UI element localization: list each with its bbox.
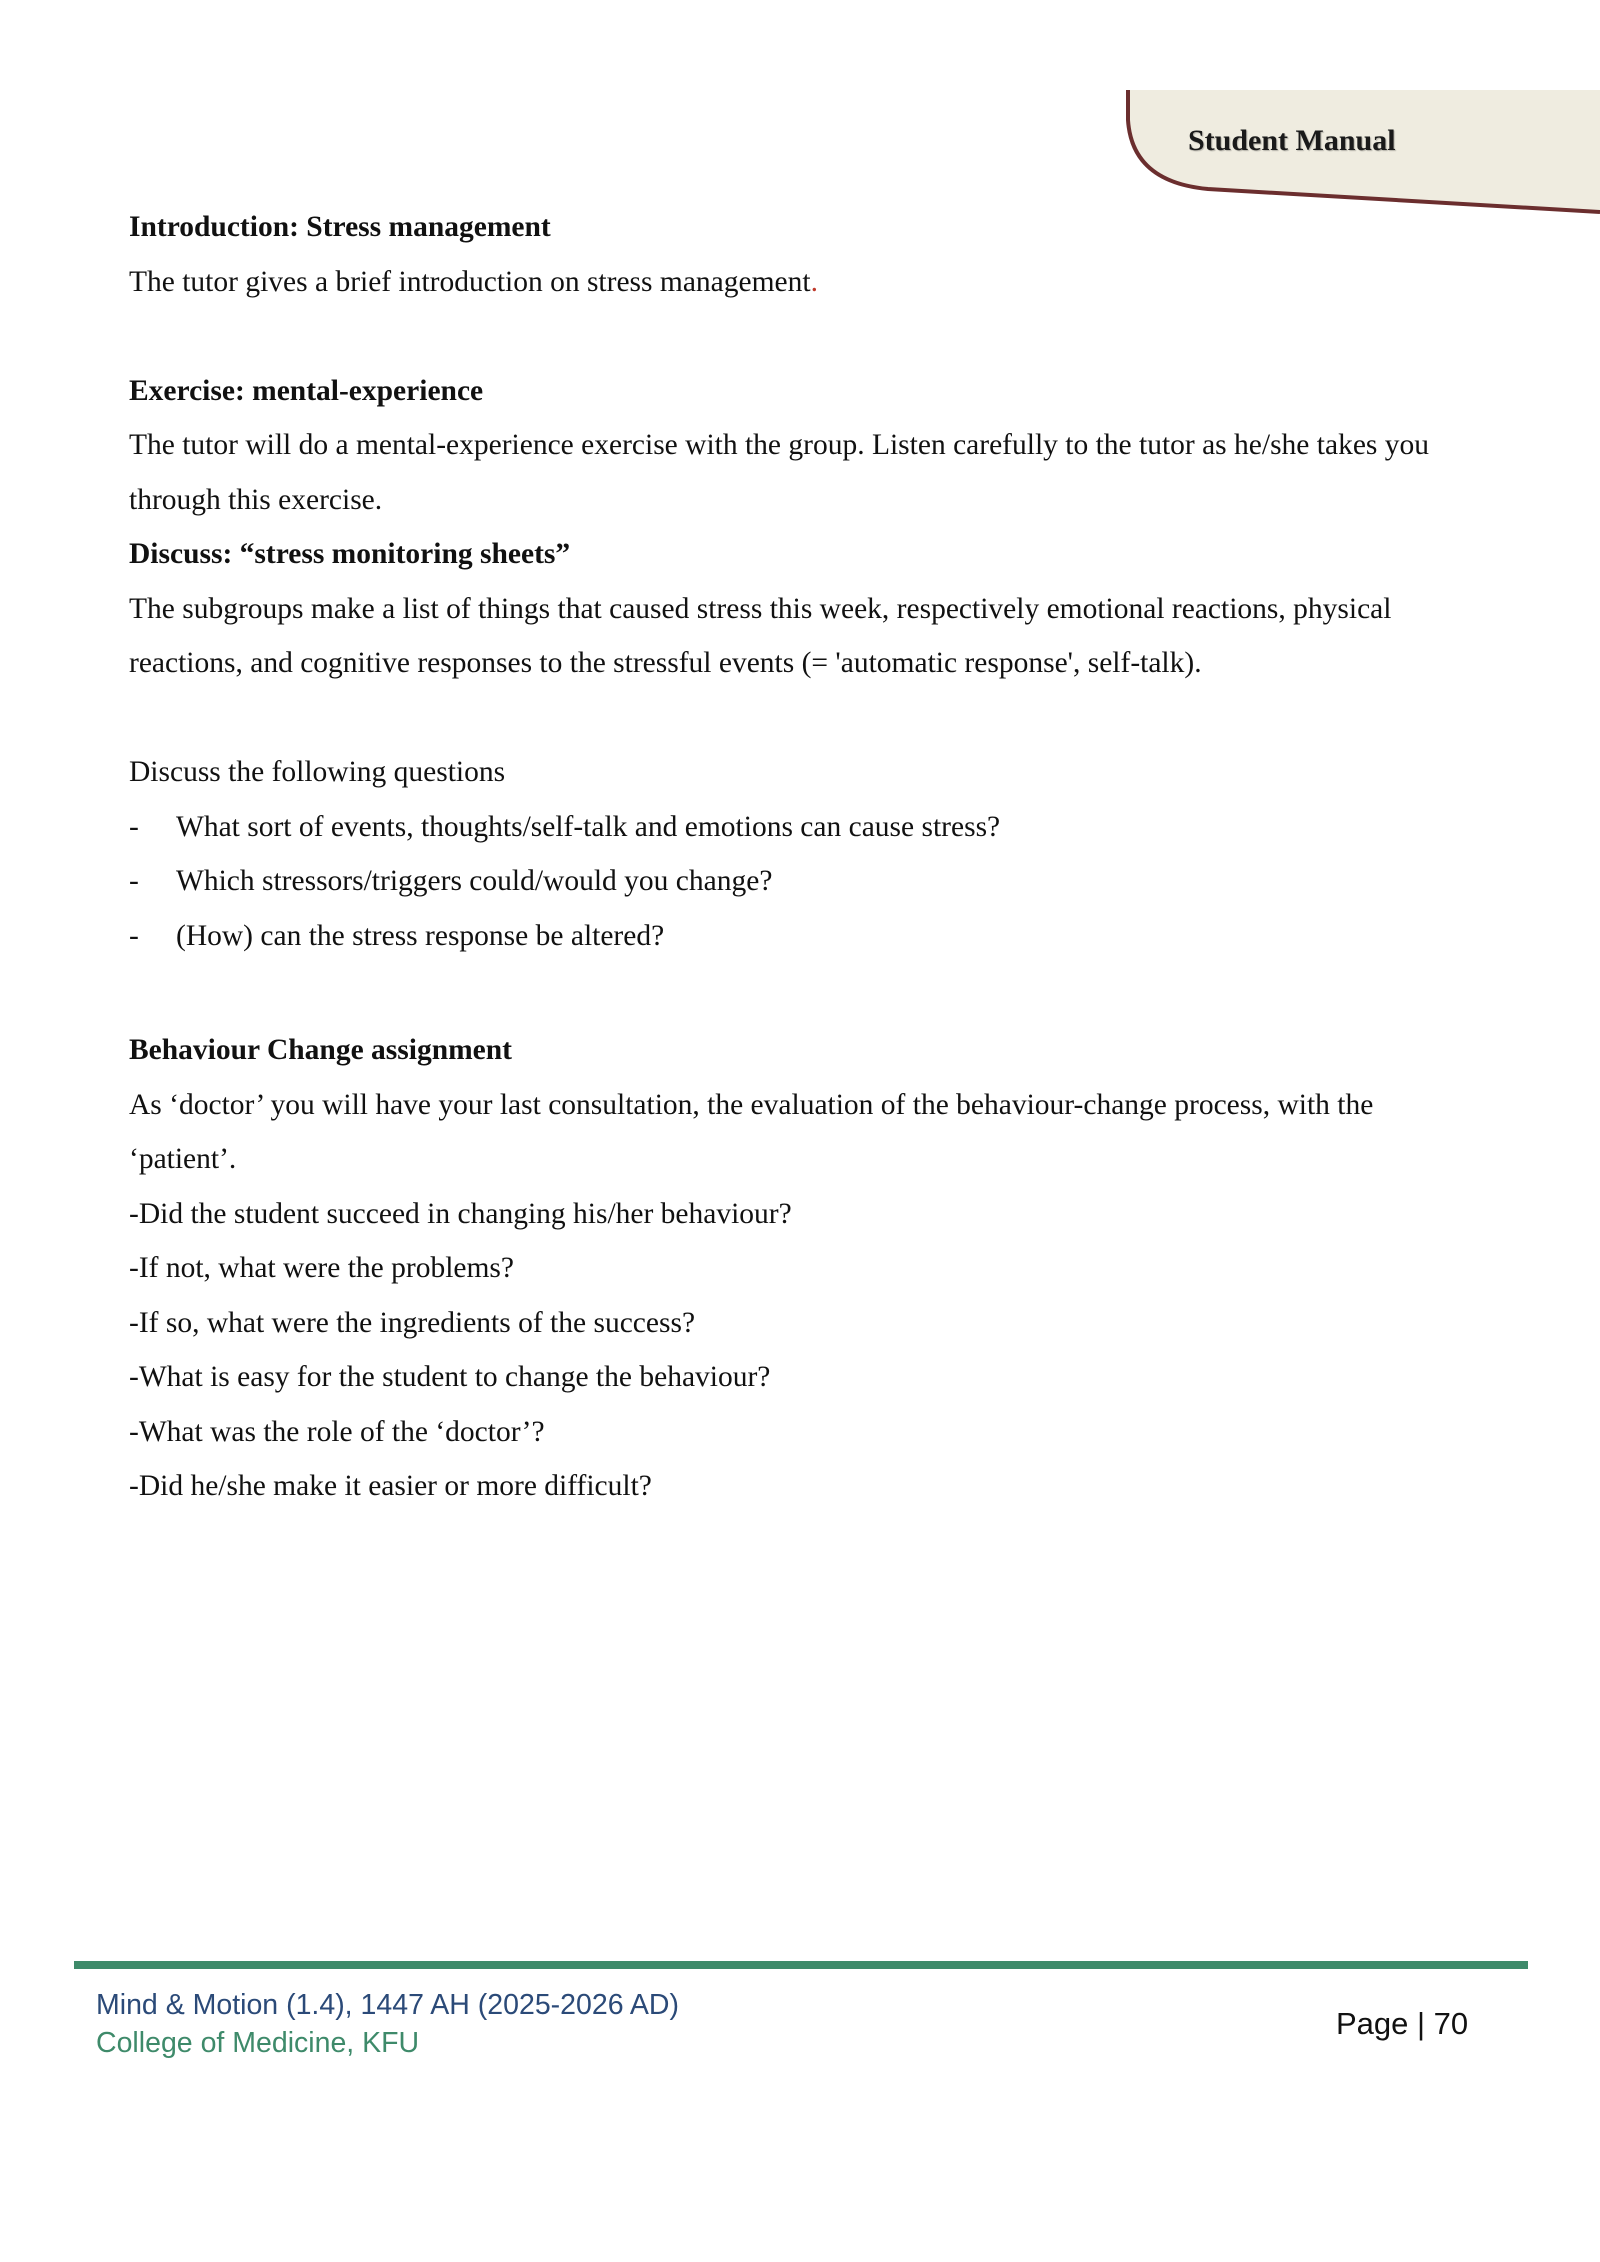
question-text: Which stressors/triggers could/would you change?: [176, 865, 773, 897]
exercise-text: The tutor will do a mental-experience exercise with the group. Listen carefully to the tutor as he/she takes you through this exercise.: [129, 429, 1430, 516]
list-item: [129, 800, 1479, 855]
list-item: -Did he/she make it easier or more difficult?: [129, 1470, 652, 1502]
question-text: What sort of events, thoughts/self-talk and emotions can cause stress?: [176, 810, 1001, 843]
list-item: [129, 909, 1479, 964]
header-title: Student Manual: [1188, 124, 1396, 157]
list-dash: -: [129, 810, 139, 843]
exercise-heading: Exercise: mental-experience: [129, 374, 484, 407]
list-item: -If so, what were the ingredients of the success?: [129, 1306, 696, 1339]
page-number: Page | 70: [1336, 2006, 1469, 2041]
behaviour-text: As ‘doctor’ you will have your last consultation, the evaluation of the behaviour-change process, with the ‘patient’.: [129, 1088, 1374, 1175]
questions-list: [129, 800, 1479, 964]
list-dash: -: [129, 919, 139, 952]
discuss-text: The subgroups make a list of things that caused stress this week, respectively emotional reactions, physical reactions, and cognitive responses to the stressful events (= 'automatic response', self-talk).: [129, 592, 1392, 679]
behaviour-heading: Behaviour Change assignment: [129, 1034, 513, 1066]
discuss-heading: Discuss: “stress monitoring sheets”: [129, 538, 571, 570]
footer-course: Mind & Motion (1.4), 1447 AH (2025-2026 AD): [96, 1989, 679, 2021]
question-text: (How) can the stress response be altered?: [176, 919, 665, 952]
intro-trailing-dot: .: [810, 265, 818, 298]
page-content: [129, 200, 1479, 1514]
list-item: -What was the role of the ‘doctor’?: [129, 1415, 545, 1448]
footer-rule: [74, 1961, 1528, 1969]
list-item: [129, 854, 1479, 909]
intro-heading: Introduction: Stress management: [129, 211, 551, 243]
list-item: -Did the student succeed in changing his/her behaviour?: [129, 1197, 792, 1230]
behaviour-items: [129, 1187, 1479, 1514]
footer-info: [96, 1986, 679, 2062]
intro-text: The tutor gives a brief introduction on stress management.: [129, 265, 818, 298]
list-item: -If not, what were the problems?: [129, 1252, 514, 1284]
list-dash: -: [129, 865, 139, 897]
questions-intro: Discuss the following questions: [129, 756, 506, 788]
list-item: -What is easy for the student to change the behaviour?: [129, 1361, 771, 1393]
footer-college: College of Medicine, KFU: [96, 2027, 420, 2059]
